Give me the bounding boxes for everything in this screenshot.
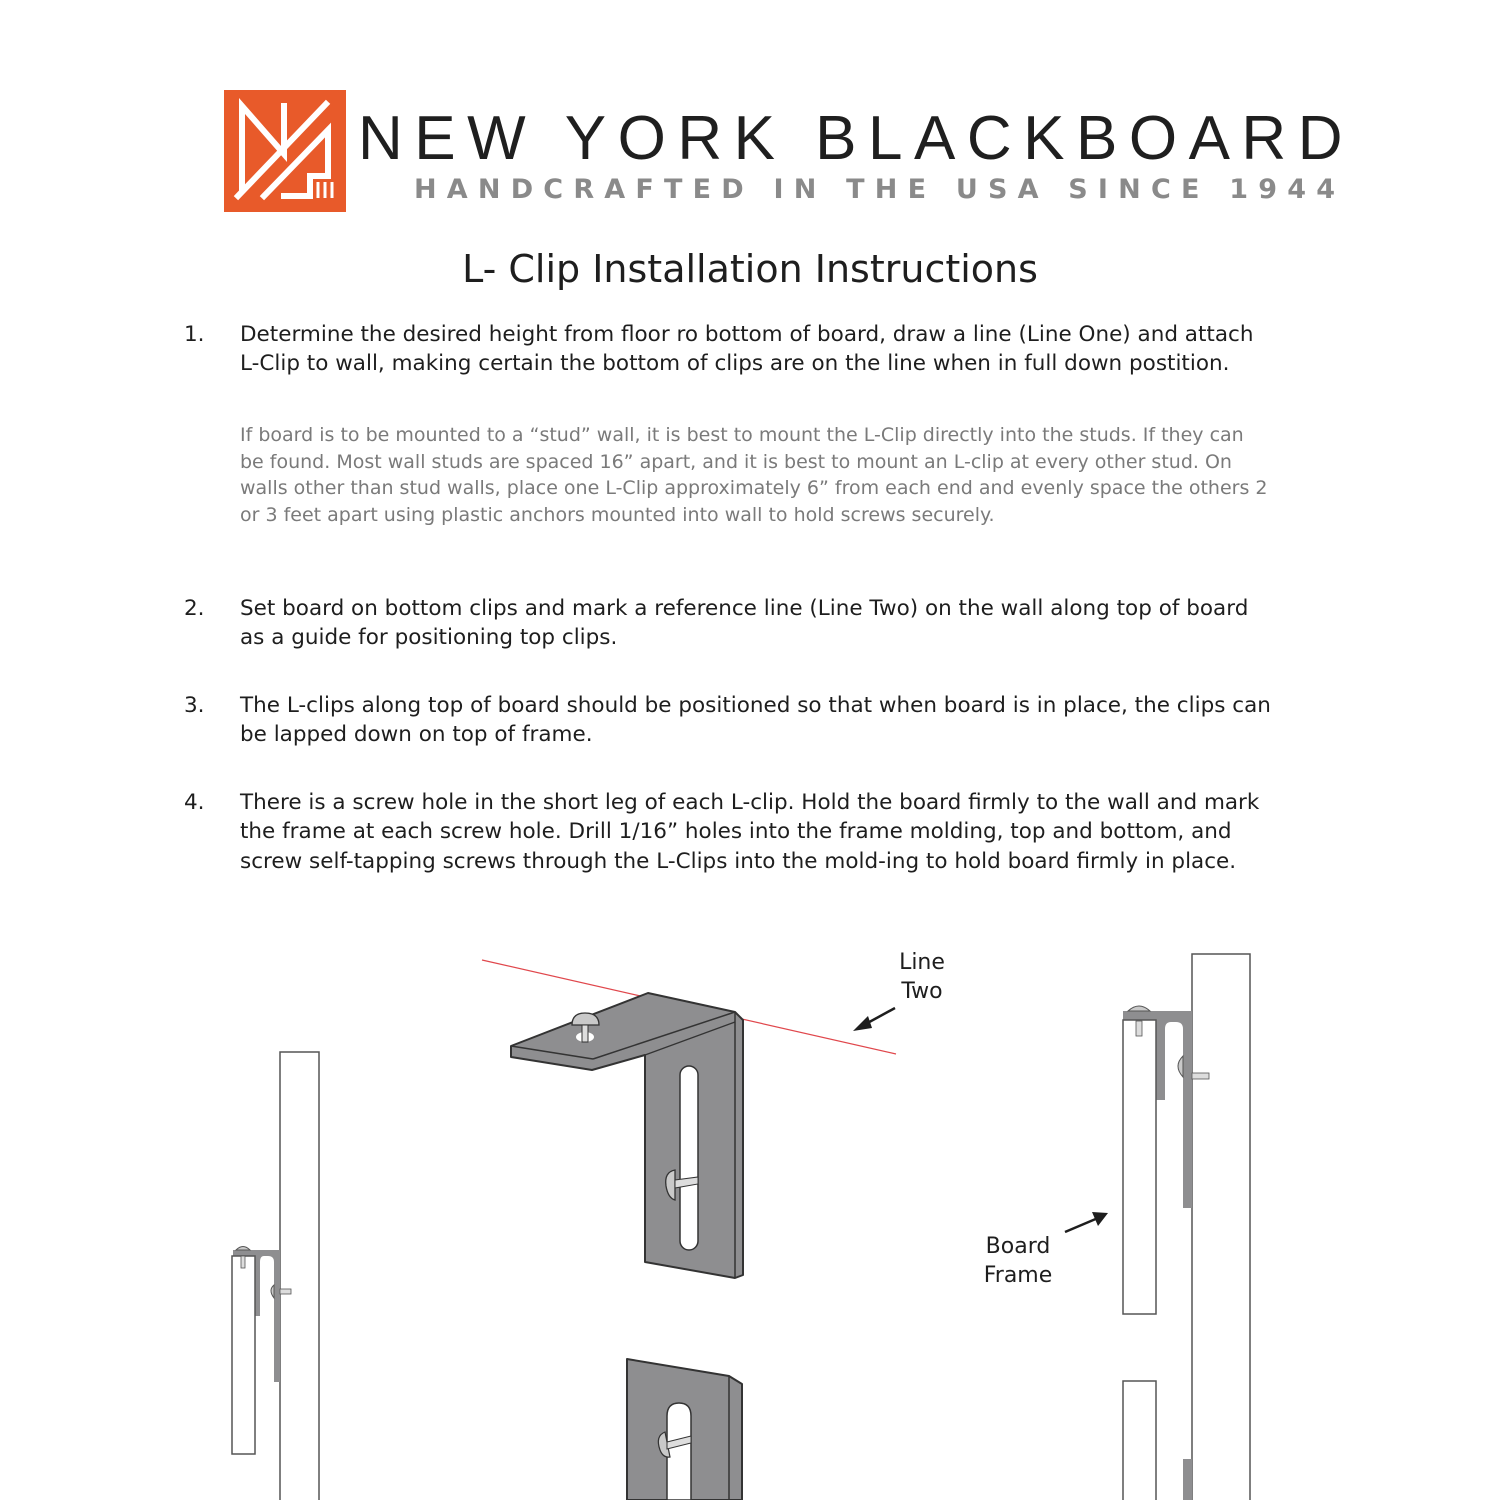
line-two-label [886,949,958,1006]
step-number: 4. [184,790,205,815]
l-clip-profile-bottom [1183,1459,1192,1500]
board-frame-profile [232,1256,255,1454]
left-side-view-diagram [232,1052,319,1500]
step-number: 3. [184,693,205,718]
wall-panel [1192,954,1250,1500]
brand-name: NEW YORK BLACKBOARD [358,104,1354,173]
step-text: Set board on bottom clips and mark a reference line (Line Two) on the wall along top of board as a guide for positioning top clips. [240,596,1249,651]
step-text: Determine the desired height from floor ro bottom of board, draw a line (Line One) and attach L-Clip to wall, making certain the bottom of clips are on the line when in full down postition. [240,322,1254,377]
label-line-2: Two [901,978,943,1004]
screw-head-icon [236,1247,250,1251]
screw-shaft-icon [241,1256,245,1268]
slot-hole [680,1066,698,1250]
wall-panel [280,1052,319,1500]
board-frame-profile [1123,1020,1156,1314]
slot-hole [667,1403,691,1500]
wall-screw-head-icon [271,1285,274,1298]
step-number: 2. [184,596,205,621]
wall-screw-head-icon [1178,1056,1183,1077]
l-clip-body [511,993,743,1278]
screw-head-icon [1128,1006,1150,1011]
l-clip-perspective-diagram [482,960,896,1278]
screw-shaft-icon [582,1025,588,1042]
page-title: L- Clip Installation Instructions [462,247,1038,291]
bottom-l-clip-diagram [627,1359,742,1500]
wall-screw-shaft-icon [280,1289,291,1294]
screw-head-icon [572,1013,599,1025]
step-text: There is a screw hole in the short leg of each L-clip. Hold the board firmly to the wall and mark the frame at each screw hole. Drill 1/16” holes into the frame molding, top and bottom, and screw self-tapping screws through the L-Clips into the mold-ing to hold board firmly in place. [240,790,1260,874]
board-frame-profile-bottom [1123,1381,1156,1500]
wall-screw-shaft-icon [1192,1073,1209,1079]
screw-shaft-icon [1136,1021,1142,1036]
step-1-note: If board is to be mounted to a “stud” wall, it is best to mount the L-Clip directly into the studs. If they can be found. Most wall studs are spaced 16” apart, and it is best to mount an L-clip at every other stud. On walls other than stud walls, place one L-Clip approximately 6” from each end and evenly space the others 2 or 3 feet apart using plastic anchors mounted into wall to hold screws securely. [240,424,1268,526]
step-text: The L-clips along top of board should be positioned so that when board is in place, the clips can be lapped down on top of frame. [240,693,1271,748]
label-line-1: Line [899,950,945,975]
step-number: 1. [184,322,205,347]
arrow-icon [853,1016,872,1031]
board-frame-label [970,1233,1066,1290]
brand-tagline: HANDCRAFTED IN THE USA SINCE 1944 [414,174,1346,205]
label-line-2: Frame [983,1262,1053,1288]
label-line-1: Board [985,1234,1051,1259]
right-side-view-diagram [1065,954,1250,1500]
